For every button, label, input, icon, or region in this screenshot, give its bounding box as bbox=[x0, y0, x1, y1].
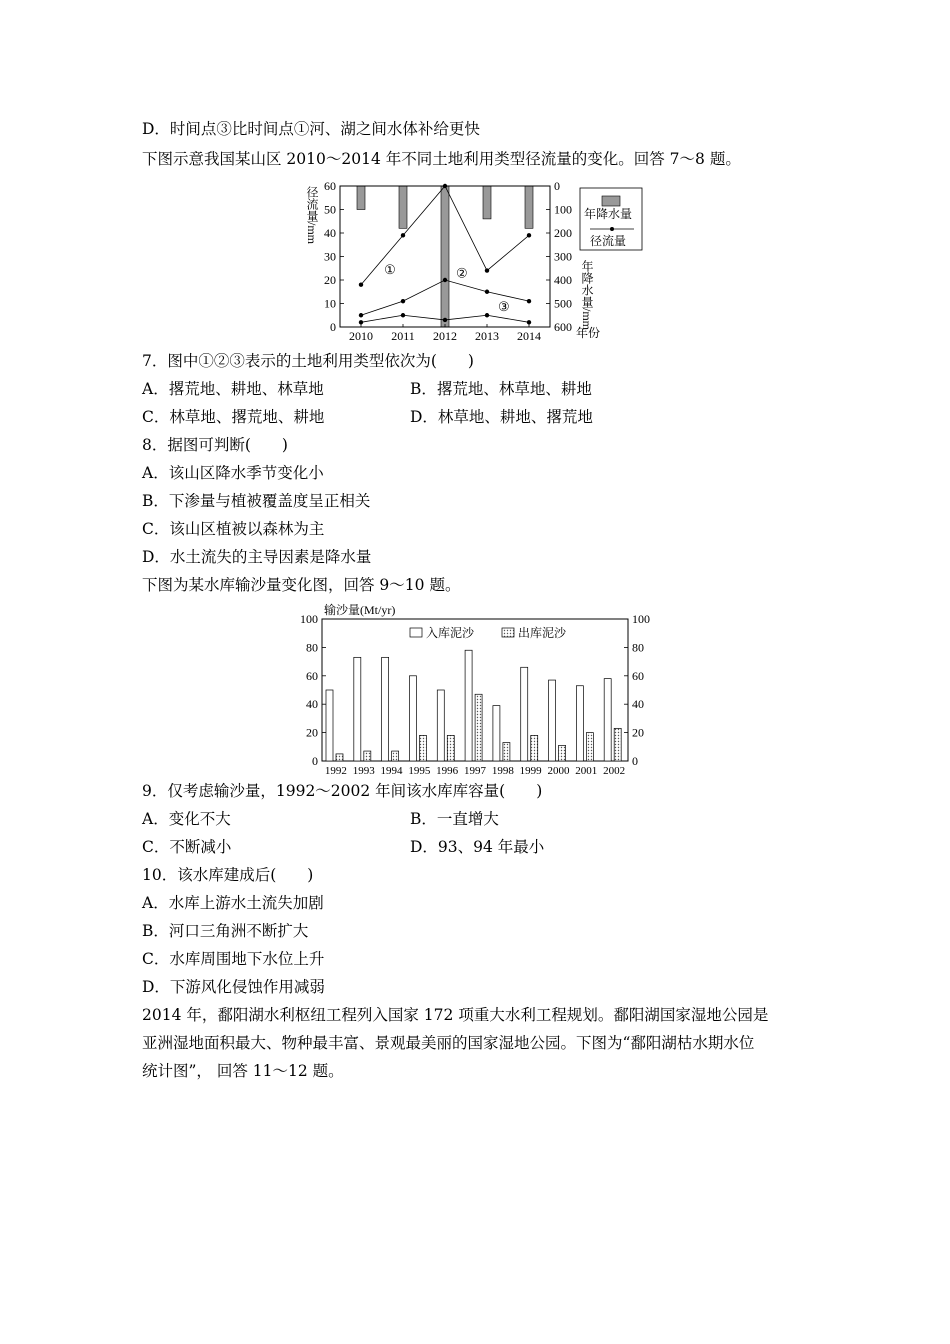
outflow-bar bbox=[419, 735, 426, 761]
legend bbox=[410, 625, 567, 640]
runoff-point bbox=[443, 184, 447, 188]
precip-bar bbox=[399, 186, 407, 228]
option-8a: A．该山区降水季节变化小 bbox=[142, 464, 324, 482]
precip-bar bbox=[525, 186, 533, 228]
y-tick-label-left: 40 bbox=[324, 226, 336, 240]
runoff-point bbox=[527, 299, 531, 303]
inflow-bar bbox=[354, 657, 361, 761]
outflow-bar bbox=[614, 728, 621, 761]
precip-bar bbox=[441, 186, 449, 327]
inflow-bar bbox=[437, 690, 444, 761]
runoff-point bbox=[527, 233, 531, 237]
runoff-point bbox=[401, 233, 405, 237]
runoff-point bbox=[359, 320, 363, 324]
y-tick-label-left: 10 bbox=[324, 296, 336, 311]
y-tick-label-left: 0 bbox=[330, 320, 336, 334]
inflow-bar bbox=[521, 667, 528, 761]
x-tick-label: 1995 bbox=[408, 765, 431, 777]
x-tick-label: 1998 bbox=[491, 765, 514, 777]
option-7c: C．林草地、撂荒地、耕地 bbox=[142, 408, 325, 426]
x-tick-label: 2012 bbox=[433, 329, 457, 343]
option-9b: B．一直增大 bbox=[410, 810, 499, 828]
inflow-bar bbox=[326, 690, 333, 761]
y-tick-label-right: 0 bbox=[632, 754, 638, 768]
outflow-bar bbox=[336, 754, 343, 761]
question-7: 7．图中①②③表示的土地利用类型依次为( ) bbox=[142, 352, 474, 370]
x-tick-label: 2002 bbox=[603, 765, 626, 777]
y-tick-label-right: 300 bbox=[554, 249, 572, 264]
legend-label-precip: 年降水量 bbox=[584, 207, 633, 221]
series-label: ① bbox=[384, 262, 396, 278]
paragraph-line: 2014 年，鄱阳湖水利枢纽工程列入国家 172 项重大水利工程规划。鄱阳湖国家湿地公园是 bbox=[142, 1006, 769, 1024]
x-tick-label: 1994 bbox=[380, 765, 403, 777]
legend-label-in: 入库泥沙 bbox=[426, 626, 475, 640]
inflow-bar bbox=[493, 706, 500, 761]
series-label: ③ bbox=[497, 299, 510, 315]
series-label: ② bbox=[455, 265, 468, 281]
option-7b: B．撂荒地、林草地、耕地 bbox=[410, 380, 592, 398]
x-tick-label: 1996 bbox=[436, 765, 459, 777]
y-tick-label-left: 100 bbox=[300, 612, 318, 626]
y-tick-label-left: 60 bbox=[324, 179, 336, 193]
text-line: 下图为某水库输沙量变化图，回答 9～10 题。 bbox=[142, 576, 461, 594]
y-tick-label-right: 100 bbox=[632, 612, 650, 626]
chart-title: 输沙量(Mt/yr) bbox=[324, 603, 396, 617]
runoff-point bbox=[443, 278, 447, 282]
option-10b: B．河口三角洲不断扩大 bbox=[142, 922, 309, 940]
y-tick-label-right: 400 bbox=[554, 273, 572, 287]
inflow-bar bbox=[409, 676, 416, 761]
inflow-bar bbox=[465, 650, 472, 761]
runoff-chart bbox=[300, 178, 650, 346]
outflow-bar bbox=[392, 751, 399, 761]
x-tick-label: 1992 bbox=[324, 765, 347, 777]
question-8: 8．据图可判断( ) bbox=[142, 436, 288, 454]
option-7a: A．撂荒地、耕地、林草地 bbox=[142, 380, 324, 398]
x-tick-label: 2001 bbox=[575, 765, 598, 777]
option-8b: B．下渗量与植被覆盖度呈正相关 bbox=[142, 492, 371, 510]
outflow-bar bbox=[586, 733, 593, 761]
x-tick-label: 2011 bbox=[391, 329, 415, 343]
runoff-point bbox=[401, 313, 405, 317]
x-tick-label: 2000 bbox=[547, 765, 570, 777]
y-tick-label-left: 30 bbox=[324, 249, 336, 264]
y-tick-label-right: 40 bbox=[632, 697, 644, 712]
option-9d: D．93、94 年最小 bbox=[410, 838, 545, 856]
y-tick-label-left: 0 bbox=[312, 754, 318, 768]
y-tick-label-right: 600 bbox=[554, 320, 572, 334]
runoff-point bbox=[485, 313, 489, 317]
outflow-bar bbox=[475, 694, 482, 761]
runoff-point bbox=[443, 318, 447, 322]
runoff-point bbox=[359, 283, 363, 287]
question-9: 9．仅考虑输沙量，1992～2002 年间该水库库容量( ) bbox=[142, 782, 543, 800]
legend-label-runoff: 径流量 bbox=[590, 234, 627, 248]
precip-bar bbox=[483, 186, 491, 219]
legend-swatch-in bbox=[410, 628, 422, 637]
precip-bar bbox=[357, 186, 365, 210]
y-tick-label-right: 500 bbox=[554, 296, 572, 311]
x-axis-label: 年份 bbox=[576, 326, 601, 340]
inflow-bar bbox=[549, 680, 556, 761]
y-tick-label-right: 60 bbox=[632, 668, 644, 683]
y-axis-label-right: 年降水量/mm bbox=[580, 260, 594, 331]
x-tick-label: 1993 bbox=[352, 765, 375, 777]
x-tick-label: 2010 bbox=[349, 329, 373, 343]
inflow-bar bbox=[604, 679, 611, 761]
y-axis-label-left: 径流量/mm bbox=[305, 186, 319, 245]
legend bbox=[580, 188, 642, 250]
option-8d: D．水土流失的主导因素是降水量 bbox=[142, 548, 372, 566]
y-tick-label-right: 0 bbox=[554, 179, 560, 193]
outflow-bar bbox=[531, 735, 538, 761]
x-tick-label: 1999 bbox=[519, 765, 542, 777]
y-tick-label-left: 20 bbox=[324, 273, 336, 287]
question-10: 10．该水库建成后( ) bbox=[142, 866, 314, 884]
option-10a: A．水库上游水土流失加剧 bbox=[142, 894, 324, 912]
text-line: 下图示意我国某山区 2010～2014 年不同土地利用类型径流量的变化。回答 7～8 题。 bbox=[142, 150, 741, 168]
y-tick-label-right: 80 bbox=[632, 640, 644, 655]
runoff-point bbox=[527, 320, 531, 324]
text-line: D．时间点③比时间点①河、湖之间水体补给更快 bbox=[142, 120, 480, 138]
y-tick-label-left: 40 bbox=[306, 697, 318, 712]
legend-bar-swatch bbox=[602, 196, 620, 206]
y-tick-label-left: 60 bbox=[306, 668, 318, 683]
x-tick-label: 2014 bbox=[517, 329, 541, 343]
runoff-point bbox=[401, 299, 405, 303]
option-9a: A．变化不大 bbox=[142, 810, 231, 828]
outflow-bar bbox=[559, 745, 566, 761]
inflow-bar bbox=[382, 657, 389, 761]
runoff-point bbox=[485, 290, 489, 294]
outflow-bar bbox=[503, 743, 510, 761]
sediment-chart bbox=[296, 602, 662, 778]
y-tick-label-left: 20 bbox=[306, 725, 318, 740]
paragraph-line: 统计图”， 回答 11～12 题。 bbox=[142, 1062, 344, 1080]
y-tick-label-right: 20 bbox=[632, 725, 644, 740]
legend-swatch-out bbox=[502, 628, 514, 637]
outflow-bar bbox=[364, 751, 371, 761]
legend-label-out: 出库泥沙 bbox=[518, 626, 567, 640]
outflow-bar bbox=[447, 735, 454, 761]
option-10d: D．下游风化侵蚀作用减弱 bbox=[142, 978, 325, 996]
paragraph-line: 亚洲湿地面积最大、物种最丰富、景观最美丽的国家湿地公园。下图为“鄱阳湖枯水期水位 bbox=[142, 1034, 755, 1052]
runoff-point bbox=[359, 313, 363, 317]
x-tick-label: 2013 bbox=[475, 329, 499, 343]
y-tick-label-left: 50 bbox=[324, 202, 336, 217]
option-8c: C．该山区植被以森林为主 bbox=[142, 520, 325, 538]
runoff-point bbox=[485, 268, 489, 272]
y-tick-label-right: 100 bbox=[554, 202, 572, 217]
option-9c: C．不断减小 bbox=[142, 838, 232, 856]
y-tick-label-right: 200 bbox=[554, 226, 572, 240]
option-10c: C．水库周围地下水位上升 bbox=[142, 950, 325, 968]
y-tick-label-left: 80 bbox=[306, 640, 318, 655]
x-tick-label: 1997 bbox=[464, 765, 486, 777]
inflow-bar bbox=[576, 686, 583, 761]
option-7d: D．林草地、耕地、撂荒地 bbox=[410, 408, 593, 426]
